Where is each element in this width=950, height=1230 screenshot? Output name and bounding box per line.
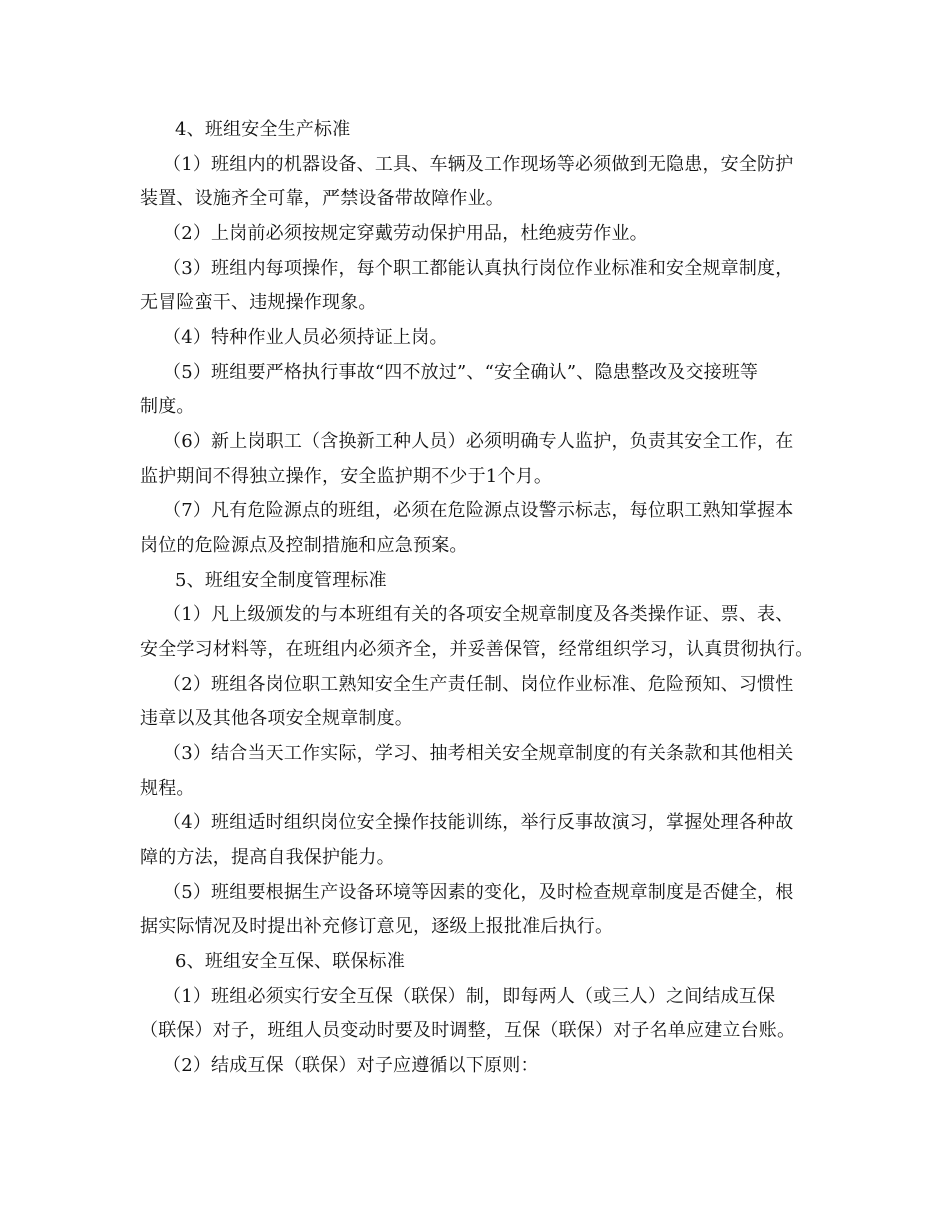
paragraph-line: （1）班组内的机器设备、工具、车辆及工作现场等必须做到无隐患，安全防护 xyxy=(163,154,794,175)
paragraph-line: （3）结合当天工作实际，学习、抽考相关安全规章制度的有关条款和其他相关 xyxy=(163,743,794,764)
paragraph-line: 制度。 xyxy=(140,396,195,417)
paragraph-line: （1）班组必须实行安全互保（联保）制，即每两人（或三人）之间结成互保 xyxy=(163,986,776,1007)
paragraph-line: 装置、设施齐全可靠，严禁设备带故障作业。 xyxy=(140,188,504,209)
paragraph-line: （4）班组适时组织岗位安全操作技能训练，举行反事故演习，掌握处理各种故 xyxy=(163,812,794,833)
paragraph-line: 规程。 xyxy=(140,778,195,799)
paragraph-line: 无冒险蛮干、违规操作现象。 xyxy=(140,292,377,313)
paragraph-line: （联保）对子，班组人员变动时要及时调整，互保（联保）对子名单应建立台账。 xyxy=(140,1020,796,1041)
section-heading: 6、班组安全互保、联保标准 xyxy=(175,951,406,972)
paragraph-line: （4）特种作业人员必须持证上岗。 xyxy=(163,327,448,348)
paragraph-line: 监护期间不得独立操作，安全监护期不少于1个月。 xyxy=(140,466,553,487)
paragraph-line: （7）凡有危险源点的班组，必须在危险源点设警示标志，每位职工熟知掌握本 xyxy=(163,500,794,521)
paragraph-line: （2）上岗前必须按规定穿戴劳动保护用品，杜绝疲劳作业。 xyxy=(163,223,648,244)
paragraph-line: （6）新上岗职工（含换新工种人员）必须明确专人监护，负责其安全工作，在 xyxy=(163,431,794,452)
paragraph-line: （3）班组内每项操作，每个职工都能认真执行岗位作业标准和安全规章制度， xyxy=(163,258,794,279)
section-heading: 4、班组安全生产标准 xyxy=(175,119,351,140)
section-heading: 5、班组安全制度管理标准 xyxy=(175,570,387,591)
paragraph-line: 据实际情况及时提出补充修订意见，逐级上报批准后执行。 xyxy=(140,916,614,937)
paragraph-line: （2）班组各岗位职工熟知安全生产责任制、岗位作业标准、危险预知、习惯性 xyxy=(163,674,794,695)
paragraph-line: 岗位的危险源点及控制措施和应急预案。 xyxy=(140,535,468,556)
paragraph-line: （5）班组要严格执行事故“四不放过”、“安全确认”、隐患整改及交接班等 xyxy=(163,362,759,383)
paragraph-line: （5）班组要根据生产设备环境等因素的变化，及时检查规章制度是否健全，根 xyxy=(163,882,794,903)
paragraph-line: （2）结成互保（联保）对子应遵循以下原则： xyxy=(163,1055,539,1076)
paragraph-line: 安全学习材料等，在班组内必须齐全，并妥善保管，经常组织学习，认真贯彻执行。 xyxy=(140,639,814,660)
paragraph-line: （1）凡上级颁发的与本班组有关的各项安全规章制度及各类操作证、票、表、 xyxy=(163,604,794,625)
paragraph-line: 障的方法，提高自我保护能力。 xyxy=(140,847,395,868)
paragraph-line: 违章以及其他各项安全规章制度。 xyxy=(140,708,413,729)
